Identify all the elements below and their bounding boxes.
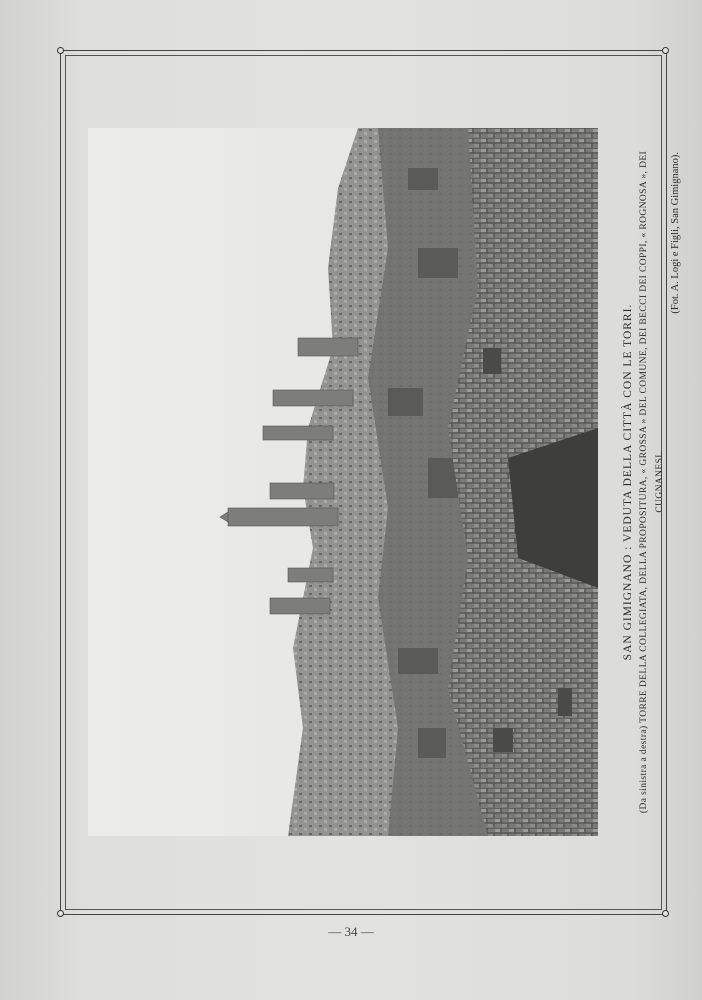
caption-title: SAN GIMIGNANO : VEDUTA DELLA CITTÀ CON LE TORRI.	[622, 303, 634, 661]
page-number: — 34 —	[328, 924, 374, 939]
corner-ornament	[662, 47, 669, 54]
corner-ornament	[662, 910, 669, 917]
corner-ornament	[57, 910, 64, 917]
photo-caption	[620, 122, 680, 842]
corner-ornament	[57, 47, 64, 54]
caption-photo-credit: (Fot. A. Logi e Figli, San Gimignano).	[670, 152, 681, 314]
caption-towers-list: (Da sinistra a destra) TORRE DELLA COLLEGIATA, DELLA PROPOSITURA, « GROSSA » DEL COMUNE, DEI BECCI DEI COPPI, « ROGNOSA », DEI CUGNANESI.	[639, 150, 665, 814]
photograph-san-gimignano-towers	[88, 128, 598, 836]
